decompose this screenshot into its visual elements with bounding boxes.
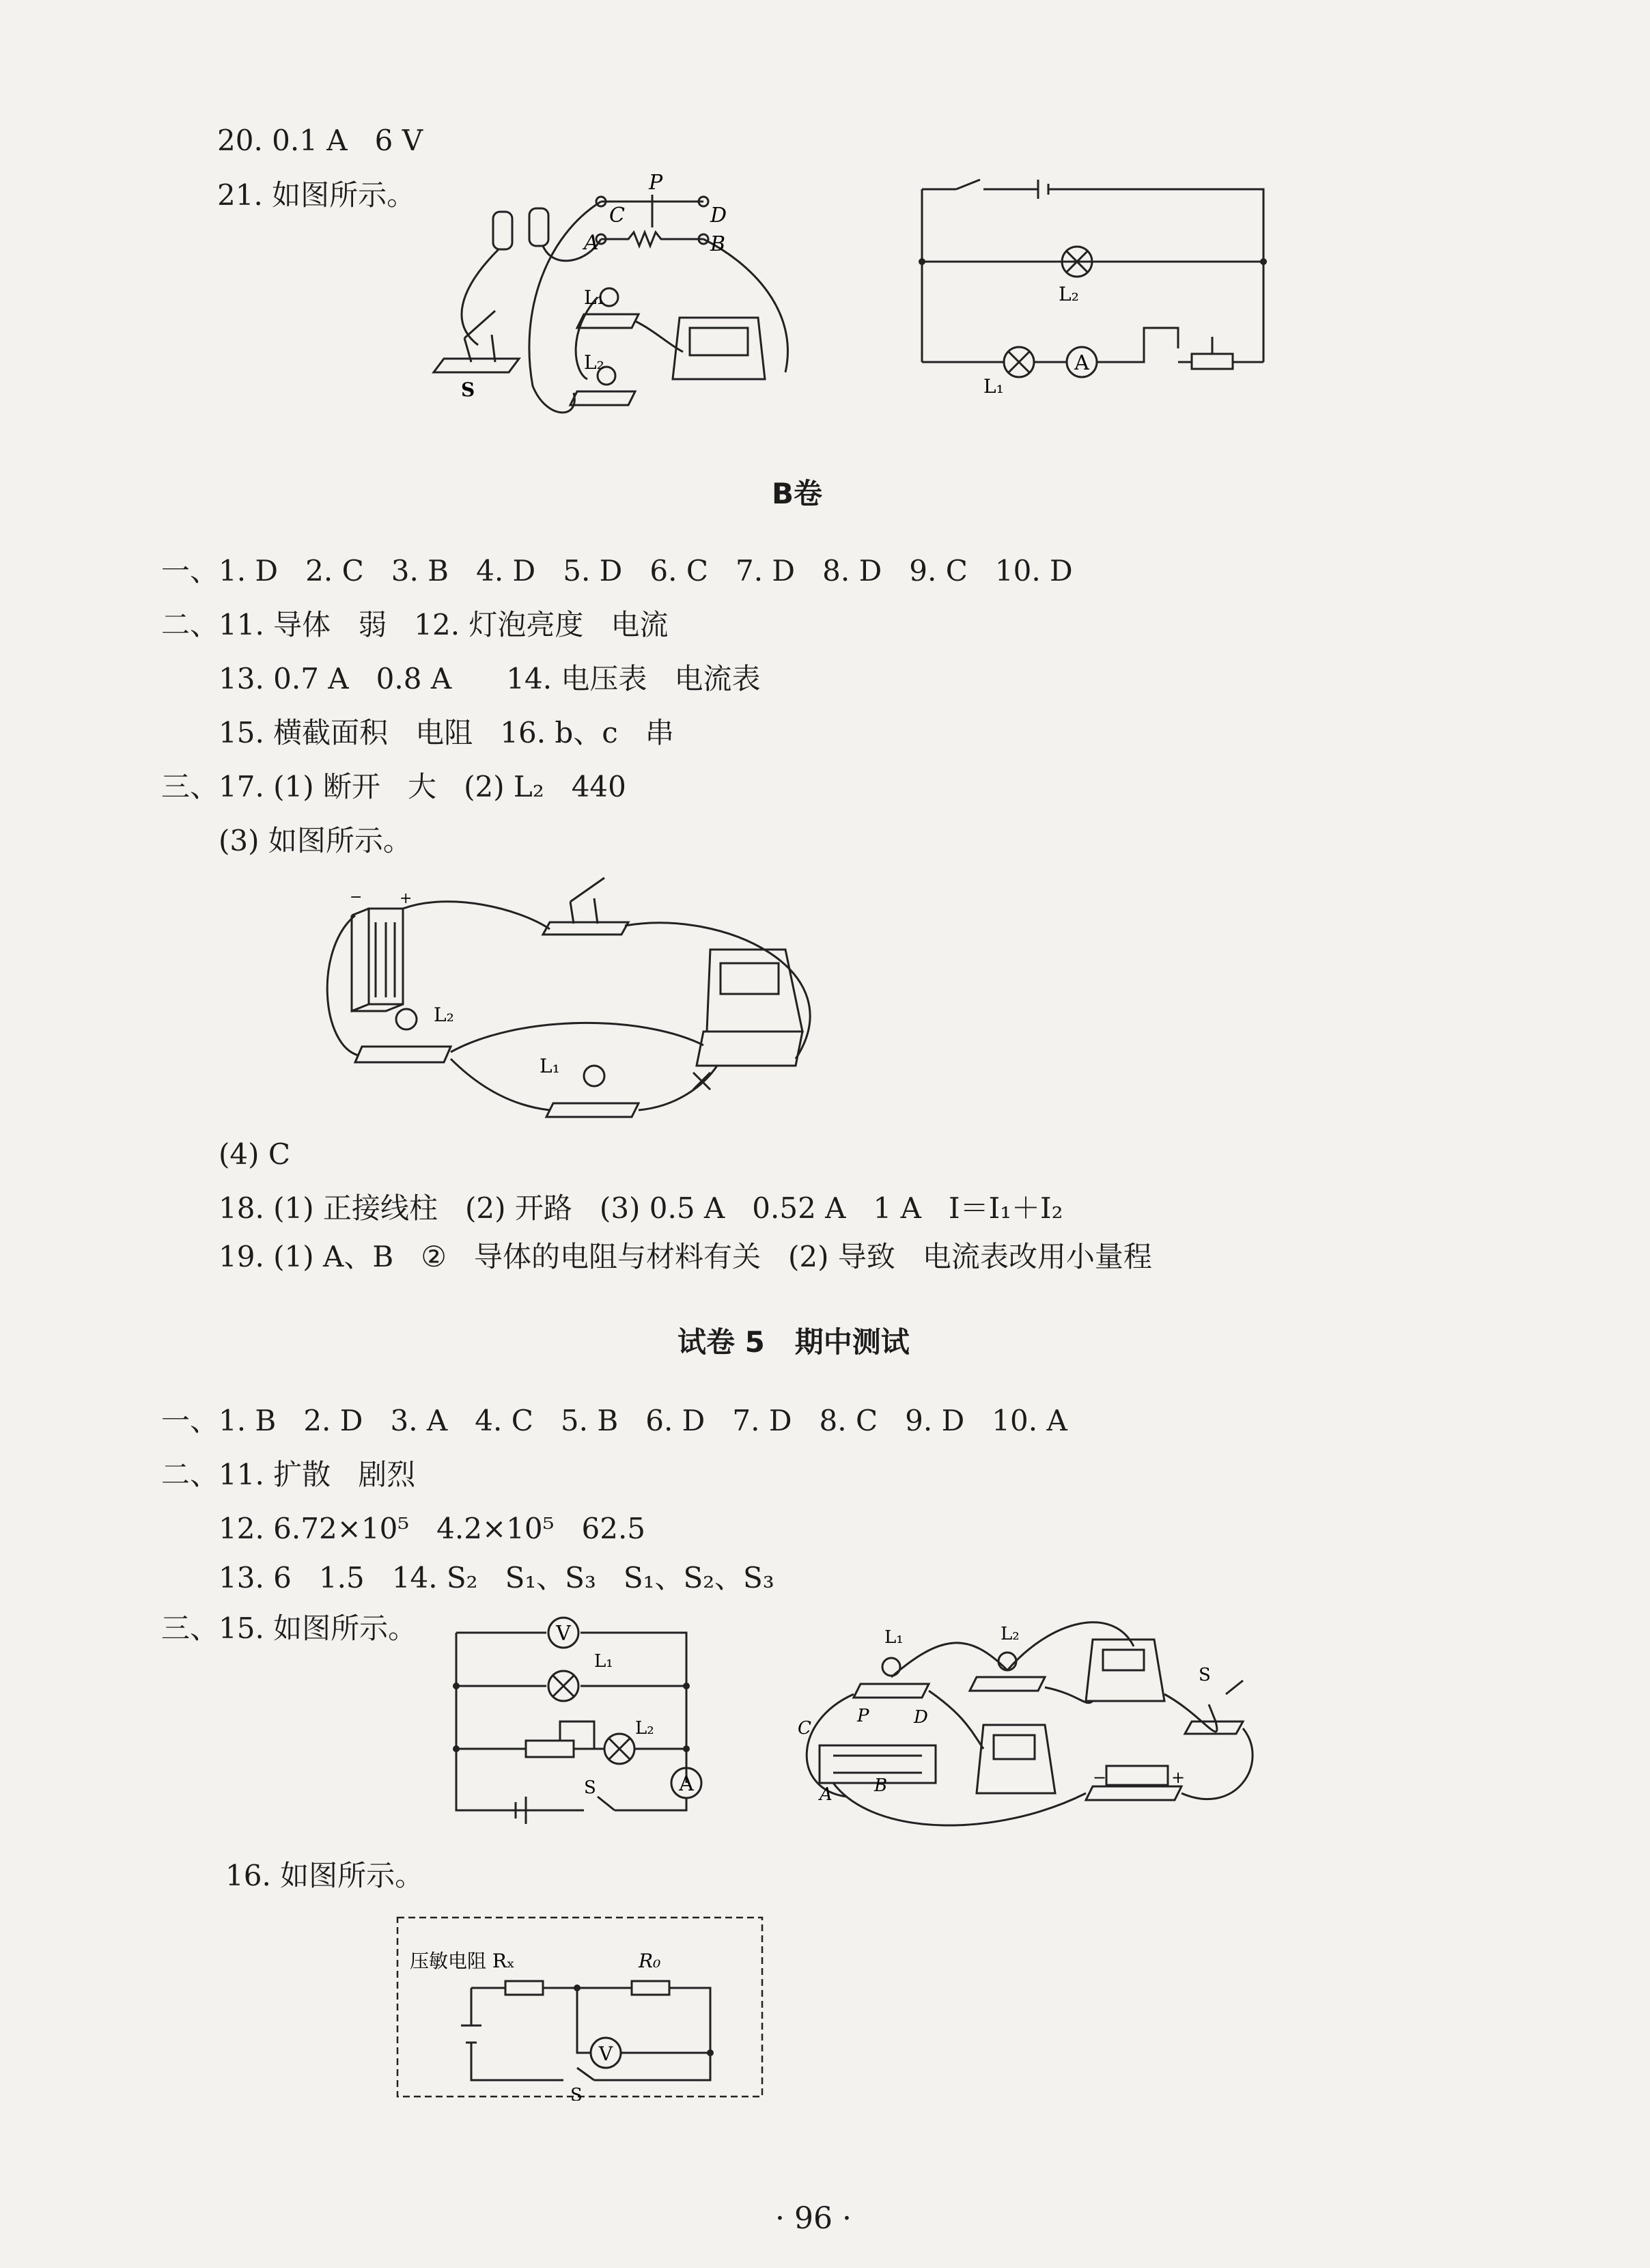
label-L1: L₁	[884, 1627, 904, 1648]
label-A: A	[584, 231, 599, 255]
answer-b-q11-12: 二、11. 导体 弱 12. 灯泡亮度 电流	[161, 608, 669, 641]
minus-sign: −	[1093, 1768, 1107, 1787]
answer-b-q19: 19. (1) A、B ② 导体的电阻与材料有关 (2) 导致 电流表改用小量程	[219, 1240, 1152, 1273]
answer-b-q17-4: (4) C	[219, 1137, 290, 1171]
label-C: C	[798, 1718, 811, 1739]
q16-schematic-figure	[396, 1916, 765, 2101]
answer-q21: 21. 如图所示。	[217, 178, 416, 212]
q15-schematic-figure	[444, 1612, 717, 1824]
label-L2: L₂	[635, 1718, 654, 1739]
voltmeter-label: V	[598, 2043, 613, 2065]
voltmeter-label: V	[556, 1622, 571, 1646]
answer-t5-q15: 三、15. 如图所示。	[161, 1612, 417, 1645]
q15-physical-circuit-figure	[792, 1612, 1284, 1831]
label-B: B	[710, 232, 726, 256]
label-S: S	[570, 2085, 583, 2101]
answer-b-q17: 三、17. (1) 断开 大 (2) L₂ 440	[161, 770, 626, 803]
plus-sign: +	[400, 890, 412, 907]
answer-t5-q12: 12. 6.72×10⁵ 4.2×10⁵ 62.5	[219, 1512, 646, 1545]
answer-t5-multiple-choice: 一、1. B 2. D 3. A 4. C 5. B 6. D 7. D 8. C 9. D 10. A	[161, 1404, 1067, 1437]
label-D: D	[710, 204, 727, 227]
page-number: · 96 ·	[775, 2201, 852, 2236]
label-P: P	[649, 174, 663, 195]
label-L2: L₂	[584, 351, 604, 374]
label-P: P	[857, 1706, 869, 1726]
minus-sign: −	[350, 889, 363, 906]
label-D: D	[914, 1707, 928, 1728]
answer-t5-q13-14: 13. 6 1.5 14. S₂ S₁、S₃ S₁、S₂、S₃	[219, 1561, 774, 1594]
label-L2: L₂	[1001, 1624, 1020, 1644]
label-L1: L₁	[594, 1651, 613, 1672]
label-L1: L₁	[584, 286, 604, 309]
answer-b-q18: 18. (1) 正接线柱 (2) 开路 (3) 0.5 A 0.52 A 1 A I＝I₁＋I₂	[219, 1191, 1063, 1225]
plus-sign: +	[1171, 1768, 1186, 1787]
answer-t5-q16: 16. 如图所示。	[225, 1859, 424, 1892]
section-heading-b-paper: B卷	[772, 477, 823, 510]
answer-q20: 20. 0.1 A 6 V	[217, 124, 423, 157]
label-L2: L₂	[1059, 283, 1079, 305]
answer-t5-q11: 二、11. 扩散 剧烈	[161, 1458, 416, 1491]
label-S: S	[1199, 1665, 1211, 1685]
q21-physical-circuit-figure	[430, 174, 813, 427]
answer-b-q17-3: (3) 如图所示。	[219, 824, 412, 857]
ammeter-label: A	[1074, 351, 1089, 375]
section-heading-test5: 试卷 5 期中测试	[677, 1325, 910, 1359]
label-Rx: 压敏电阻 Rₓ	[410, 1950, 515, 1972]
label-A: A	[820, 1784, 833, 1805]
label-B: B	[874, 1775, 888, 1796]
ammeter-label: A	[679, 1772, 694, 1796]
answer-b-multiple-choice: 一、1. D 2. C 3. B 4. D 5. D 6. C 7. D 8. D 9. C 10. D	[161, 554, 1073, 587]
label-R0: R₀	[639, 1950, 661, 1972]
label-S: S	[461, 378, 475, 401]
label-L1: L₁	[983, 375, 1004, 398]
answer-b-q13-14: 13. 0.7 A 0.8 A 14. 电压表 电流表	[219, 662, 761, 695]
answer-b-q15-16: 15. 横截面积 电阻 16. b、c 串	[219, 716, 674, 749]
label-S: S	[584, 1778, 596, 1798]
label-L1: L₁	[540, 1055, 560, 1077]
q21-schematic-figure	[915, 174, 1277, 400]
label-C: C	[609, 204, 625, 227]
label-L2: L₂	[434, 1004, 454, 1026]
q17-physical-circuit-figure	[314, 868, 854, 1127]
